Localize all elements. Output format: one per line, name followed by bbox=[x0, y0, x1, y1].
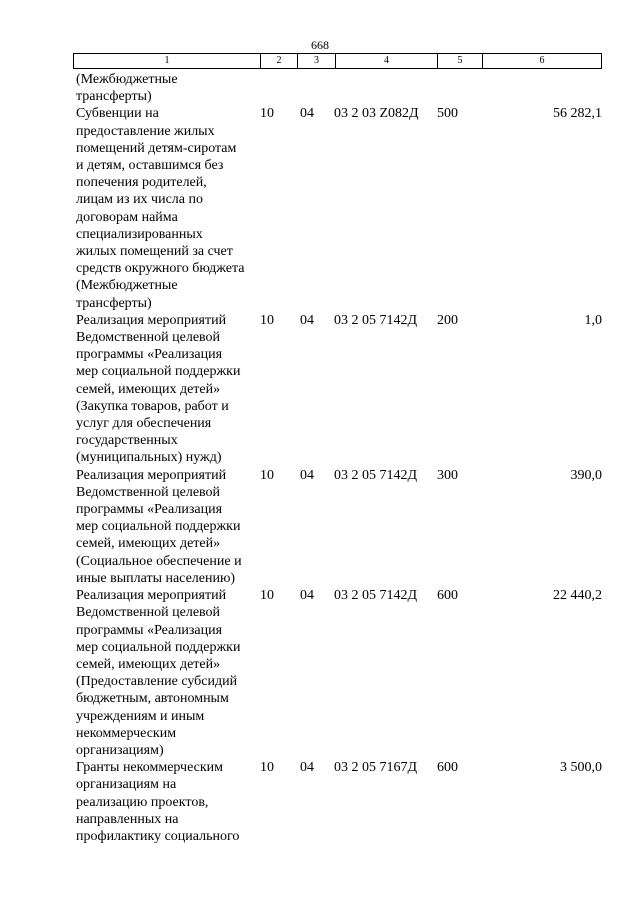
row-razdel: 10 bbox=[260, 467, 274, 483]
row-amount: 390,0 bbox=[570, 467, 602, 483]
row-expense-type: 300 bbox=[437, 467, 458, 483]
row-podrazdel: 04 bbox=[300, 312, 314, 328]
row-amount: 22 440,2 bbox=[553, 588, 602, 604]
row-podrazdel: 04 bbox=[300, 588, 314, 604]
row-name: Реализация мероприятий Ведомственной целевой программы «Реализация мер социальной поддержки семей, имеющих детей» (Предоставление субсидий бюджетным, автономным учреждениям и иным некоммерческим организациям) bbox=[76, 588, 241, 758]
table-row bbox=[76, 467, 602, 587]
header-col-3: 3 bbox=[298, 54, 336, 68]
row-name: Реализация мероприятий Ведомственной целевой программы «Реализация мер социальной поддержки семей, имеющих детей» (Закупка товаров, работ и услуг для обеспечения государственных (муниципальных) нужд) bbox=[76, 312, 241, 466]
row-name: Субвенции на предоставление жилых помещений детям-сиротам и детям, оставшимся без попечения родителей, лицам из их числа по договорам найма специализированных жилых помещений за счет средств окружного бюджета (Межбюджетные трансферты) bbox=[76, 106, 245, 311]
row-target-article: 03 2 05 7142Д bbox=[334, 467, 418, 483]
row-target-article: 03 2 05 7142Д bbox=[334, 588, 418, 604]
row-expense-type: 600 bbox=[437, 588, 458, 604]
header-col-1: 1 bbox=[74, 54, 261, 68]
row-expense-type: 600 bbox=[437, 760, 458, 776]
table-row bbox=[76, 587, 602, 759]
row-name: (Межбюджетные трансферты) bbox=[76, 72, 178, 105]
row-name: Гранты некоммерческим организациям на реализацию проектов, направленных на профилактику социального bbox=[76, 760, 240, 844]
row-razdel: 10 bbox=[260, 588, 274, 604]
header-col-2: 2 bbox=[261, 54, 298, 68]
header-col-6: 6 bbox=[539, 55, 545, 66]
row-podrazdel: 04 bbox=[300, 106, 314, 122]
row-amount: 56 282,1 bbox=[553, 106, 602, 122]
table-row bbox=[76, 71, 602, 105]
header-col-5: 5 bbox=[438, 54, 483, 68]
row-expense-type: 200 bbox=[437, 312, 458, 328]
table-row bbox=[76, 105, 602, 311]
row-target-article: 03 2 05 7142Д bbox=[334, 312, 418, 328]
table-row bbox=[76, 312, 602, 467]
row-amount: 3 500,0 bbox=[560, 760, 602, 776]
row-name: Реализация мероприятий Ведомственной целевой программы «Реализация мер социальной поддержки семей, имеющих детей» (Социальное обеспечение и иные выплаты населению) bbox=[76, 467, 242, 586]
row-amount: 1,0 bbox=[584, 312, 602, 328]
row-razdel: 10 bbox=[260, 760, 274, 776]
page-number: 668 bbox=[311, 38, 329, 52]
row-expense-type: 500 bbox=[437, 106, 458, 122]
row-razdel: 10 bbox=[260, 312, 274, 328]
header-col-4: 4 bbox=[336, 54, 438, 68]
table-body bbox=[76, 71, 602, 845]
row-podrazdel: 04 bbox=[300, 467, 314, 483]
row-podrazdel: 04 bbox=[300, 760, 314, 776]
row-target-article: 03 2 03 Z082Д bbox=[334, 106, 419, 122]
row-target-article: 03 2 05 7167Д bbox=[334, 760, 418, 776]
row-razdel: 10 bbox=[260, 106, 274, 122]
table-row bbox=[76, 759, 602, 845]
table-header bbox=[73, 53, 602, 69]
